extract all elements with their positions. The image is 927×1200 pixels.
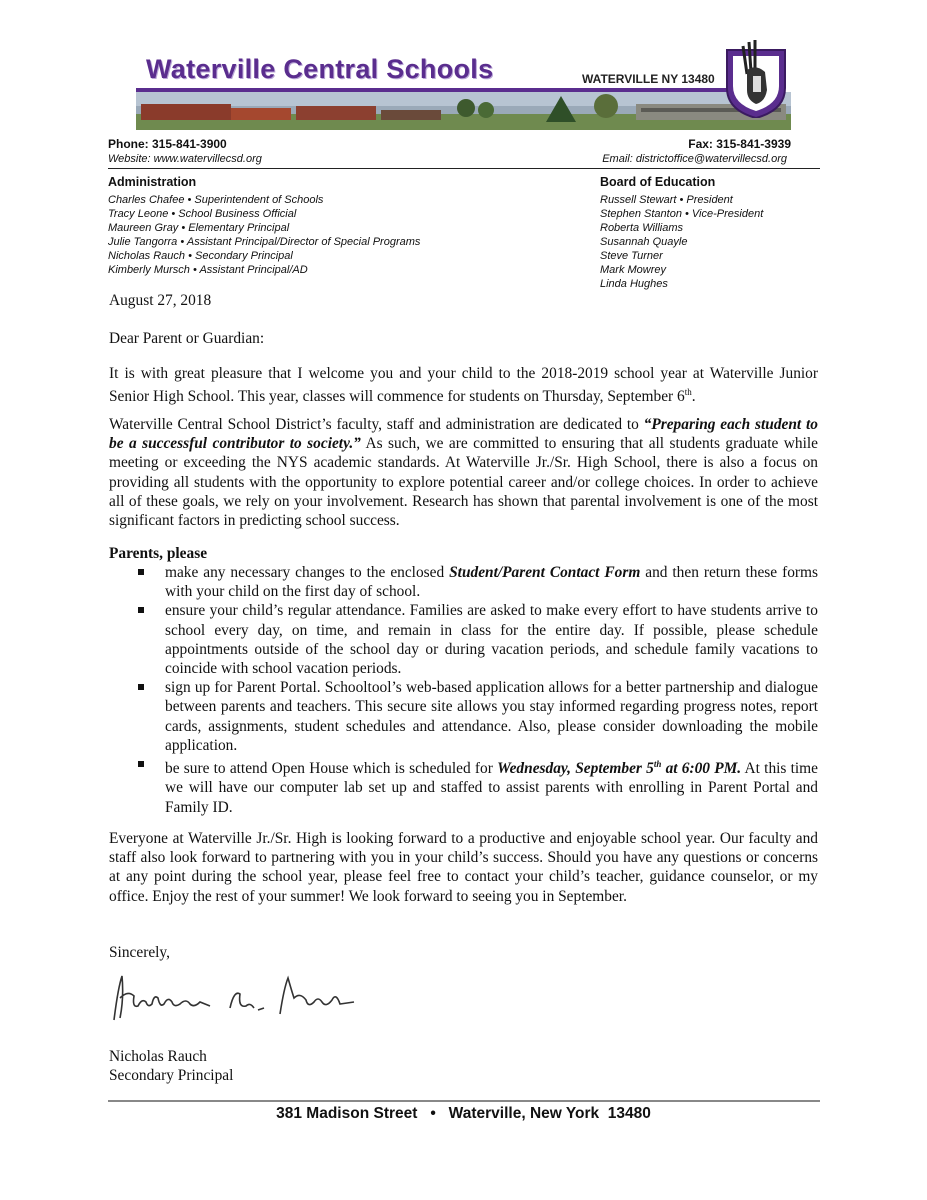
contact-form-name: Student/Parent Contact Form (449, 564, 641, 581)
list-item: make any necessary changes to the enclosed Student/Parent Contact Form and then return these forms with your child on the first day of school. (109, 563, 818, 601)
list-item: ensure your child’s regular attendance. Families are asked to make every effort to have students arrive to school every day, on time, and remain in class for the entire day. If possible, please schedule appointments outside of the school day or during vacation periods, and schedule family vacations to coincide with school vacation periods. (109, 601, 818, 678)
website[interactable]: Website: www.watervillecsd.org (108, 153, 262, 165)
school-town: WATERVILLE NY 13480 (582, 72, 715, 86)
closing-paragraph: Everyone at Waterville Jr./Sr. High is looking forward to a productive and enjoyable school year. Our faculty and staff also look forward to partnering with you in your child’s success. Should you have any questions or concerns at any point during the school year, please feel free to contact your child’s teacher, guidance counselor, or my office. Enjoy the rest of your summer! We look forward to seeing you in September. (109, 830, 818, 905)
letterhead-banner (136, 38, 791, 130)
open-house-date: Wednesday, September 5th at 6:00 PM. (497, 759, 742, 778)
email[interactable]: Email: districtoffice@watervillecsd.org (602, 153, 787, 165)
board-member: Stephen Stanton • Vice-President (600, 208, 764, 220)
mission-paragraph: Waterville Central School District’s faculty, staff and administration are dedicated to “Preparing each student to be a successful contributor to society.” As such, we are committed to ensuring that all students graduate while meeting or exceeding the NYS academic standards. At Waterville Jr./Sr. High School, there is also a focus on providing all students with the opportunity to explore potential career and/or college choices. In order to achieve all of these goals, we rely on your involvement. Research has shown that parental involvement is one of the most significant factors in predicting school success. (109, 416, 818, 530)
parents-heading: Parents, please (109, 545, 208, 562)
admin-member: Kimberly Mursch • Assistant Principal/AD (108, 264, 308, 276)
school-name: Waterville Central Schools (146, 54, 494, 84)
board-member: Steve Turner (600, 250, 663, 262)
admin-member: Charles Chafee • Superintendent of Schools (108, 194, 324, 206)
board-member: Roberta Williams (600, 222, 684, 234)
admin-member: Julie Tangorra • Assistant Principal/Director of Special Programs (108, 236, 421, 248)
board-list (600, 193, 763, 291)
admin-member: Maureen Gray • Elementary Principal (108, 222, 290, 234)
salutation: Dear Parent or Guardian: (109, 330, 265, 347)
welcome-paragraph: It is with great pleasure that I welcome you and your child to the 2018-2019 school year at Waterville Junior Senior High School. This year, classes will commence for students on Thursday, September 6th. (109, 365, 818, 406)
phone-number: Phone: 315-841-3900 (108, 137, 227, 151)
admin-member: Nicholas Rauch • Secondary Principal (108, 250, 293, 262)
board-member: Susannah Quayle (600, 236, 688, 248)
fax-number: Fax: 315-841-3939 (688, 137, 791, 151)
indian-head-logo (725, 40, 787, 118)
board-member: Mark Mowrey (600, 264, 667, 276)
board-member: Linda Hughes (600, 278, 668, 290)
valediction: Sincerely, (109, 944, 170, 961)
board-member: Russell Stewart • President (600, 194, 733, 206)
signer-name: Nicholas Rauch (109, 1048, 207, 1065)
admin-member: Tracy Leone • School Business Official (108, 208, 297, 220)
footer-address: 381 Madison Street • Waterville, New York 13480 (276, 1105, 651, 1122)
footer-divider (108, 1100, 820, 1102)
board-heading: Board of Education (600, 175, 716, 189)
list-item: be sure to attend Open House which is scheduled for Wednesday, September 5th at 6:00 PM. At this time we will have our computer lab set up and staffed to assist parents with enrolling in Parent Portal and Family ID. (109, 755, 818, 817)
administration-list (108, 193, 420, 277)
letter-date: August 27, 2018 (109, 292, 212, 309)
signature (108, 968, 358, 1028)
header-divider (108, 168, 820, 169)
district-motto: “Preparing each student to be a successful contributor to society.” (109, 416, 818, 453)
parent-requests-list (109, 563, 818, 817)
signer-title: Secondary Principal (109, 1067, 234, 1084)
list-item: sign up for Parent Portal. Schooltool’s web-based application allows for a better partnership and dialogue between parents and teachers. This secure site allows you stay informed regarding progress notes, report cards, assignments, student schedules and attendance. Also, please consider downloading the mobile application. (109, 678, 818, 755)
administration-heading: Administration (108, 175, 197, 189)
school-photo-strip (136, 92, 791, 130)
